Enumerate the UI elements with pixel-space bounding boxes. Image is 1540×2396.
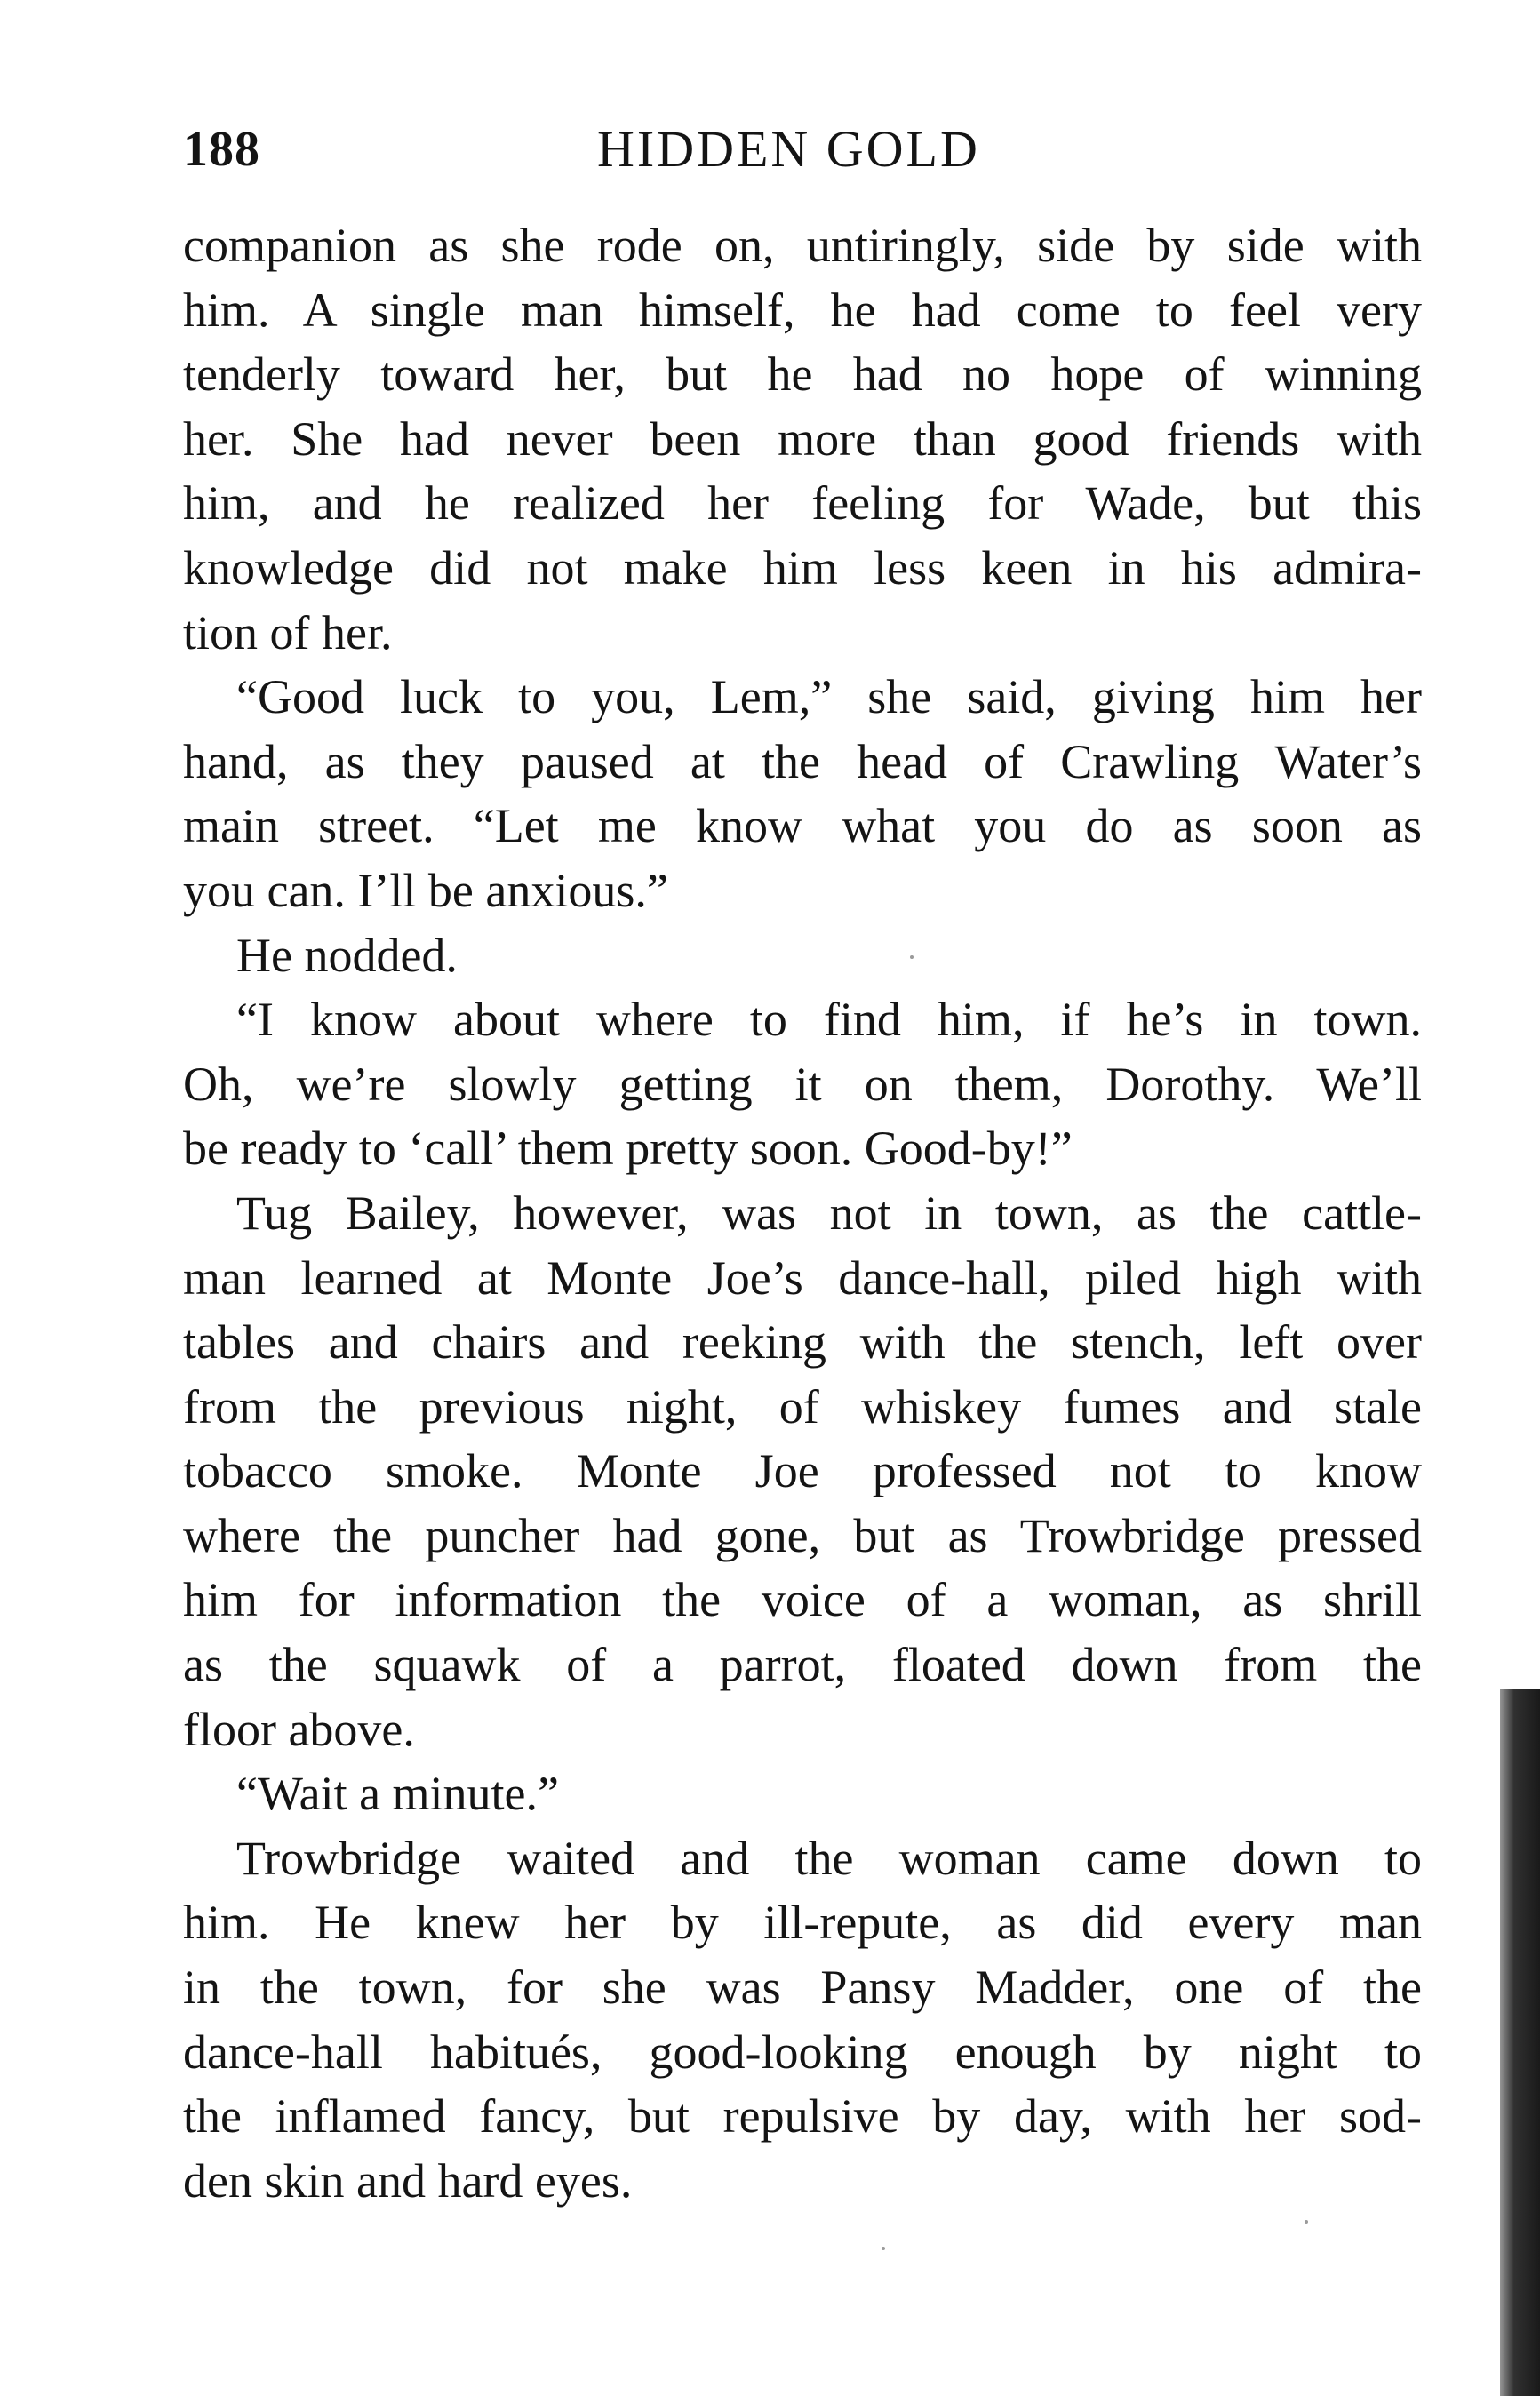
paper-speck bbox=[1305, 2220, 1308, 2224]
text-line: den skin and hard eyes. bbox=[183, 2153, 633, 2208]
text-line: main street. “Let me know what you do as soon as bbox=[183, 799, 1422, 853]
text-line: “Good luck to you, Lem,” she said, giving him her bbox=[236, 670, 1422, 724]
text-line: him. He knew her by ill-repute, as did every man bbox=[183, 1896, 1422, 1950]
text-line: her. She had never been more than good friends with bbox=[183, 411, 1422, 466]
text-line: tables and chairs and reeking with the stench, left over bbox=[183, 1315, 1422, 1370]
text-line: the inflamed fancy, but repulsive by day, with her sod- bbox=[183, 2089, 1422, 2144]
text-line: He nodded. bbox=[236, 928, 458, 982]
paper-speck bbox=[882, 2247, 885, 2250]
text-line: as the squawk of a parrot, floated down from the bbox=[183, 1638, 1422, 1692]
text-line: “Wait a minute.” bbox=[236, 1767, 559, 1821]
text-line: him for information the voice of a woman, as shrill bbox=[183, 1573, 1422, 1627]
text-line: hand, as they paused at the head of Crawling Water’s bbox=[183, 734, 1422, 788]
page-number: 188 bbox=[183, 122, 260, 177]
text-line: companion as she rode on, untiringly, side by side with bbox=[183, 219, 1422, 272]
text-line: knowledge did not make him less keen in his admira- bbox=[183, 540, 1422, 595]
text-line: floor above. bbox=[183, 1702, 415, 1756]
text-line: be ready to ‘call’ them pretty soon. Good-by!” bbox=[183, 1122, 1073, 1176]
text-line: “I know about where to find him, if he’s in town. bbox=[236, 993, 1422, 1047]
text-line: him, and he realized her feeling for Wade, but this bbox=[183, 476, 1422, 531]
paper-speck bbox=[910, 955, 914, 959]
text-line: dance-hall habitués, good-looking enough by night to bbox=[183, 2025, 1422, 2079]
text-line: from the previous night, of whiskey fumes and stale bbox=[183, 1379, 1422, 1434]
page-header bbox=[183, 114, 1422, 185]
text-line: tenderly toward her, but he had no hope of winning bbox=[183, 347, 1422, 402]
text-line: in the town, for she was Pansy Madder, one of the bbox=[183, 1961, 1422, 2015]
text-line: tobacco smoke. Monte Joe professed not to know bbox=[183, 1444, 1422, 1498]
page-edge-shadow bbox=[1500, 1689, 1540, 2396]
text-line: Oh, we’re slowly getting it on them, Dorothy. We’ll bbox=[183, 1057, 1422, 1111]
text-line: where the puncher had gone, but as Trowbridge pressed bbox=[183, 1508, 1422, 1562]
text-line: Trowbridge waited and the woman came down to bbox=[236, 1831, 1422, 1885]
text-line: Tug Bailey, however, was not in town, as the cattle- bbox=[236, 1186, 1422, 1240]
text-line: him. A single man himself, he had come to feel very bbox=[183, 283, 1422, 337]
running-head: HIDDEN GOLD bbox=[597, 120, 980, 178]
body-text bbox=[183, 213, 1422, 2213]
text-line: tion of her. bbox=[183, 605, 393, 659]
text-line: you can. I’ll be anxious.” bbox=[183, 863, 668, 917]
text-line: man learned at Monte Joe’s dance-hall, piled high with bbox=[183, 1250, 1422, 1305]
